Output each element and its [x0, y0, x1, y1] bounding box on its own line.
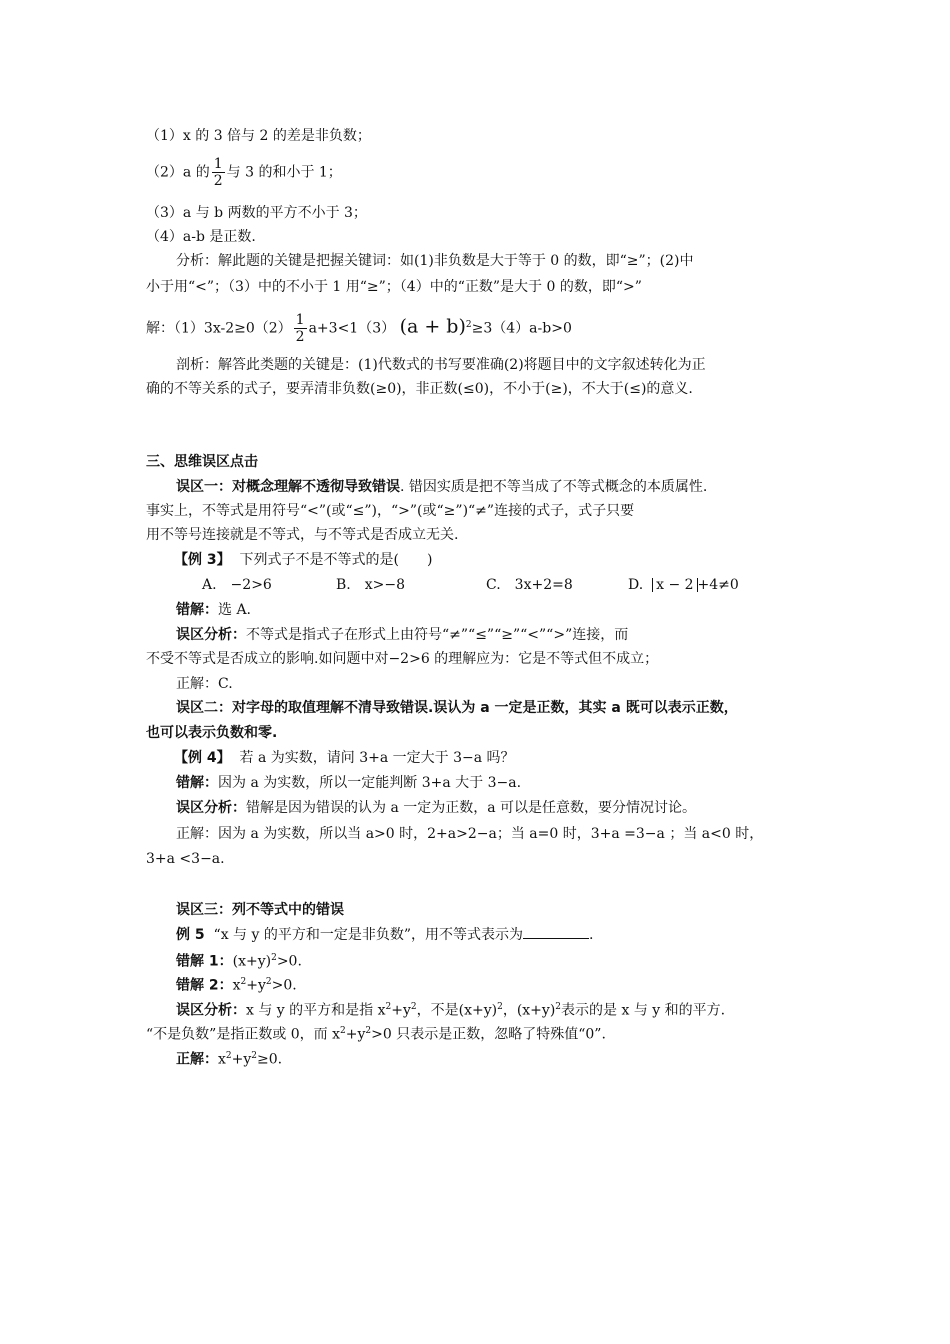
- example-3-wrong-label: 错解：: [176, 602, 218, 618]
- mistake-1-line-2: 事实上，不等式是用符号“<”(或“≤”)，“>”(或“≥”)“≠”连接的式子，式子只要: [146, 503, 635, 519]
- correct-x: x: [218, 1051, 226, 1068]
- analysis-2-text-c: >0 只表示是正数，忽略了特殊值“0”.: [371, 1026, 606, 1043]
- example-3-wrong: [176, 600, 251, 620]
- analysis-2-exp-2: 2: [365, 1026, 372, 1036]
- solution-line: [146, 312, 572, 345]
- example-3-analysis-label: 误区分析：: [176, 627, 246, 643]
- mistake-1-line-3: 用不等号连接就是不等式，与不等式是否成立无关.: [146, 527, 459, 543]
- question-3: （3）a 与 b 两数的平方不小于 3；: [146, 205, 367, 221]
- example-4-wrong-label: 错解：: [176, 775, 218, 791]
- analysis-2-exp-1: 2: [340, 1026, 346, 1036]
- analysis-text-c: ，不是(x+y): [416, 1002, 498, 1019]
- mistake-2-title-2: 也可以表示负数和零.: [146, 725, 278, 741]
- answer-blank: [523, 924, 589, 939]
- example-5-end: .: [589, 927, 594, 943]
- analysis-text-d: ，(x+y): [502, 1002, 556, 1019]
- solution-exponent: 2: [465, 319, 472, 330]
- option-d: [628, 575, 739, 595]
- example-3-wrong-text: 选 A.: [218, 602, 252, 618]
- section-heading: 三、思维误区点击: [146, 454, 258, 470]
- example-3-label: 【例 3】: [174, 552, 231, 568]
- question-2: [146, 156, 342, 189]
- question-1: （1）x 的 3 倍与 2 的差是非负数；: [146, 128, 371, 144]
- analysis-line-2: 小于用“<”；（3）中的不小于 1 用“≥”；（4）中的“正数”是大于 0 的数，即“>”: [146, 279, 642, 295]
- example-3-analysis-2: 不受不等式是否成立的影响.如问题中对−2>6 的理解应为：它是不等式但不成立；: [146, 651, 659, 667]
- option-d-label: D.: [628, 577, 644, 593]
- correct-exp-x: 2: [225, 1051, 232, 1061]
- solution-part-3: ≥3（4）a-b>0: [471, 320, 572, 337]
- mistake-2-title-1: 误区二：对字母的取值理解不清导致错误.误认为 a 一定是正数，其实 a 既可以表示正数，: [176, 700, 738, 716]
- example-5-text: “x 与 y 的平方和一定是非负数”，用不等式表示为: [213, 927, 523, 943]
- wrong-solution-1-rest: >0.: [276, 953, 302, 970]
- analysis-exp-4: 2: [555, 1002, 562, 1012]
- mistake-1-text: . 错因实质是把不等当成了不等式概念的本质属性.: [400, 479, 708, 495]
- mistake-3-title: 误区三：列不等式中的错误: [176, 902, 344, 918]
- wrong-solution-1-exponent: 2: [271, 953, 277, 963]
- solution-fraction: [294, 312, 307, 345]
- analysis-exp-3: 2: [497, 1002, 503, 1012]
- example-3-text: 下列式子不是不等式的是( ): [239, 552, 433, 568]
- wrong-solution-2-y: +y: [246, 977, 266, 994]
- wrong-solution-1-label: 错解 1：: [176, 953, 233, 970]
- solution-fraction-denominator: 2: [295, 329, 305, 345]
- absolute-value: x − 2: [652, 578, 697, 592]
- example-5-analysis-1: [176, 997, 725, 1021]
- analysis-text-b: +y: [391, 1002, 411, 1019]
- example-5-question: [176, 924, 593, 945]
- analysis-2-text-b: +y: [345, 1026, 366, 1043]
- option-b: B. x>−8: [336, 577, 406, 593]
- example-5-correct: [176, 1046, 282, 1070]
- example-5-analysis-2: [146, 1021, 606, 1045]
- wrong-solution-2-rest: >0.: [271, 977, 297, 994]
- example-4-question: [174, 748, 515, 768]
- option-d-suffix: +4≠0: [697, 577, 739, 593]
- example-4-correct-1: 正解：因为 a 为实数，所以当 a>0 时，2+a>2−a；当 a=0 时，3+a =3−a ；当 a<0 时，: [176, 826, 764, 842]
- wrong-solution-2-exp-y: 2: [265, 977, 272, 987]
- wrong-solution-2-exp-x: 2: [240, 977, 247, 987]
- analysis-line-1: 分析：解此题的关键是把握关键词：如(1)非负数是大于等于 0 的数，即“≥”；(2)中: [176, 253, 694, 269]
- mistake-1-line-1: [176, 477, 707, 497]
- example-3-analysis-1: [176, 625, 628, 645]
- analysis-text-a: x 与 y 的平方和是指 x: [246, 1002, 386, 1019]
- analysis-exp-2: 2: [410, 1002, 417, 1012]
- example-4-analysis: [176, 798, 696, 818]
- example-4-analysis-label: 误区分析：: [176, 800, 246, 816]
- solution-part-2: a+3<1（3）: [308, 320, 396, 337]
- mistake-1-title: 误区一：对概念理解不透彻导致错误: [176, 479, 400, 495]
- option-a: A. −2>6: [202, 577, 272, 593]
- fraction-half: [212, 156, 225, 189]
- question-4: （4）a-b 是正数.: [146, 229, 256, 245]
- analysis-text-e: 表示的是 x 与 y 和的平方.: [561, 1002, 726, 1019]
- analysis-2-text-a: “不是负数”是指正数或 0，而 x: [146, 1026, 341, 1043]
- example-4-text: 若 a 为实数，请问 3+a 一定大于 3−a 吗？: [239, 750, 515, 766]
- wrong-solution-1-base: (x+y): [232, 953, 272, 970]
- wrong-solution-2-label: 错解 2：: [176, 977, 233, 994]
- option-c: C. 3x+2=8: [486, 577, 573, 593]
- example-4-label: 【例 4】: [174, 750, 231, 766]
- example-3-analysis-text: 不等式是指式子在形式上由符号“≠”“≤”“≥”“<”“>”连接，而: [246, 627, 629, 643]
- example-5-analysis-label: 误区分析：: [176, 1002, 246, 1019]
- fraction-denominator: 2: [213, 173, 223, 189]
- fraction-numerator: 1: [213, 156, 223, 172]
- solution-expression: (a + b): [399, 315, 466, 338]
- solution-part-1: 解：（1）3x-2≥0（2）: [146, 320, 292, 337]
- correct-y: +y: [231, 1051, 252, 1068]
- question-2-suffix: 与 3 的和小于 1；: [226, 164, 342, 181]
- example-5-correct-label: 正解：: [176, 1051, 218, 1068]
- analysis-exp-1: 2: [385, 1002, 392, 1012]
- example-4-wrong-text: 因为 a 为实数，所以一定能判断 3+a 大于 3−a.: [218, 775, 522, 791]
- wrong-solution-2-x: x: [232, 977, 241, 994]
- example-5-label: 例 5: [176, 927, 205, 943]
- remark-line-1: 剖析：解答此类题的关键是：(1)代数式的书写要准确(2)将题目中的文字叙述转化为正: [176, 357, 706, 373]
- remark-line-2: 确的不等关系的式子，要弄清非负数(≥0)，非正数(≤0)，不小于(≥)，不大于(≤)的意义.: [146, 381, 693, 397]
- example-4-correct-2: 3+a <3−a.: [146, 851, 225, 867]
- example-3-question: [174, 550, 432, 570]
- correct-exp-y: 2: [251, 1051, 258, 1061]
- correct-rest: ≥0.: [257, 1051, 283, 1068]
- question-2-prefix: （2）a 的: [146, 164, 210, 181]
- example-4-analysis-text: 错解是因为错误的认为 a 一定为正数，a 可以是任意数，要分情况讨论。: [246, 800, 697, 816]
- wrong-solution-2: [176, 972, 297, 996]
- wrong-solution-1: [176, 948, 302, 972]
- solution-fraction-numerator: 1: [295, 312, 305, 328]
- example-4-wrong: [176, 773, 521, 793]
- example-3-correct: 正解：C.: [176, 676, 233, 692]
